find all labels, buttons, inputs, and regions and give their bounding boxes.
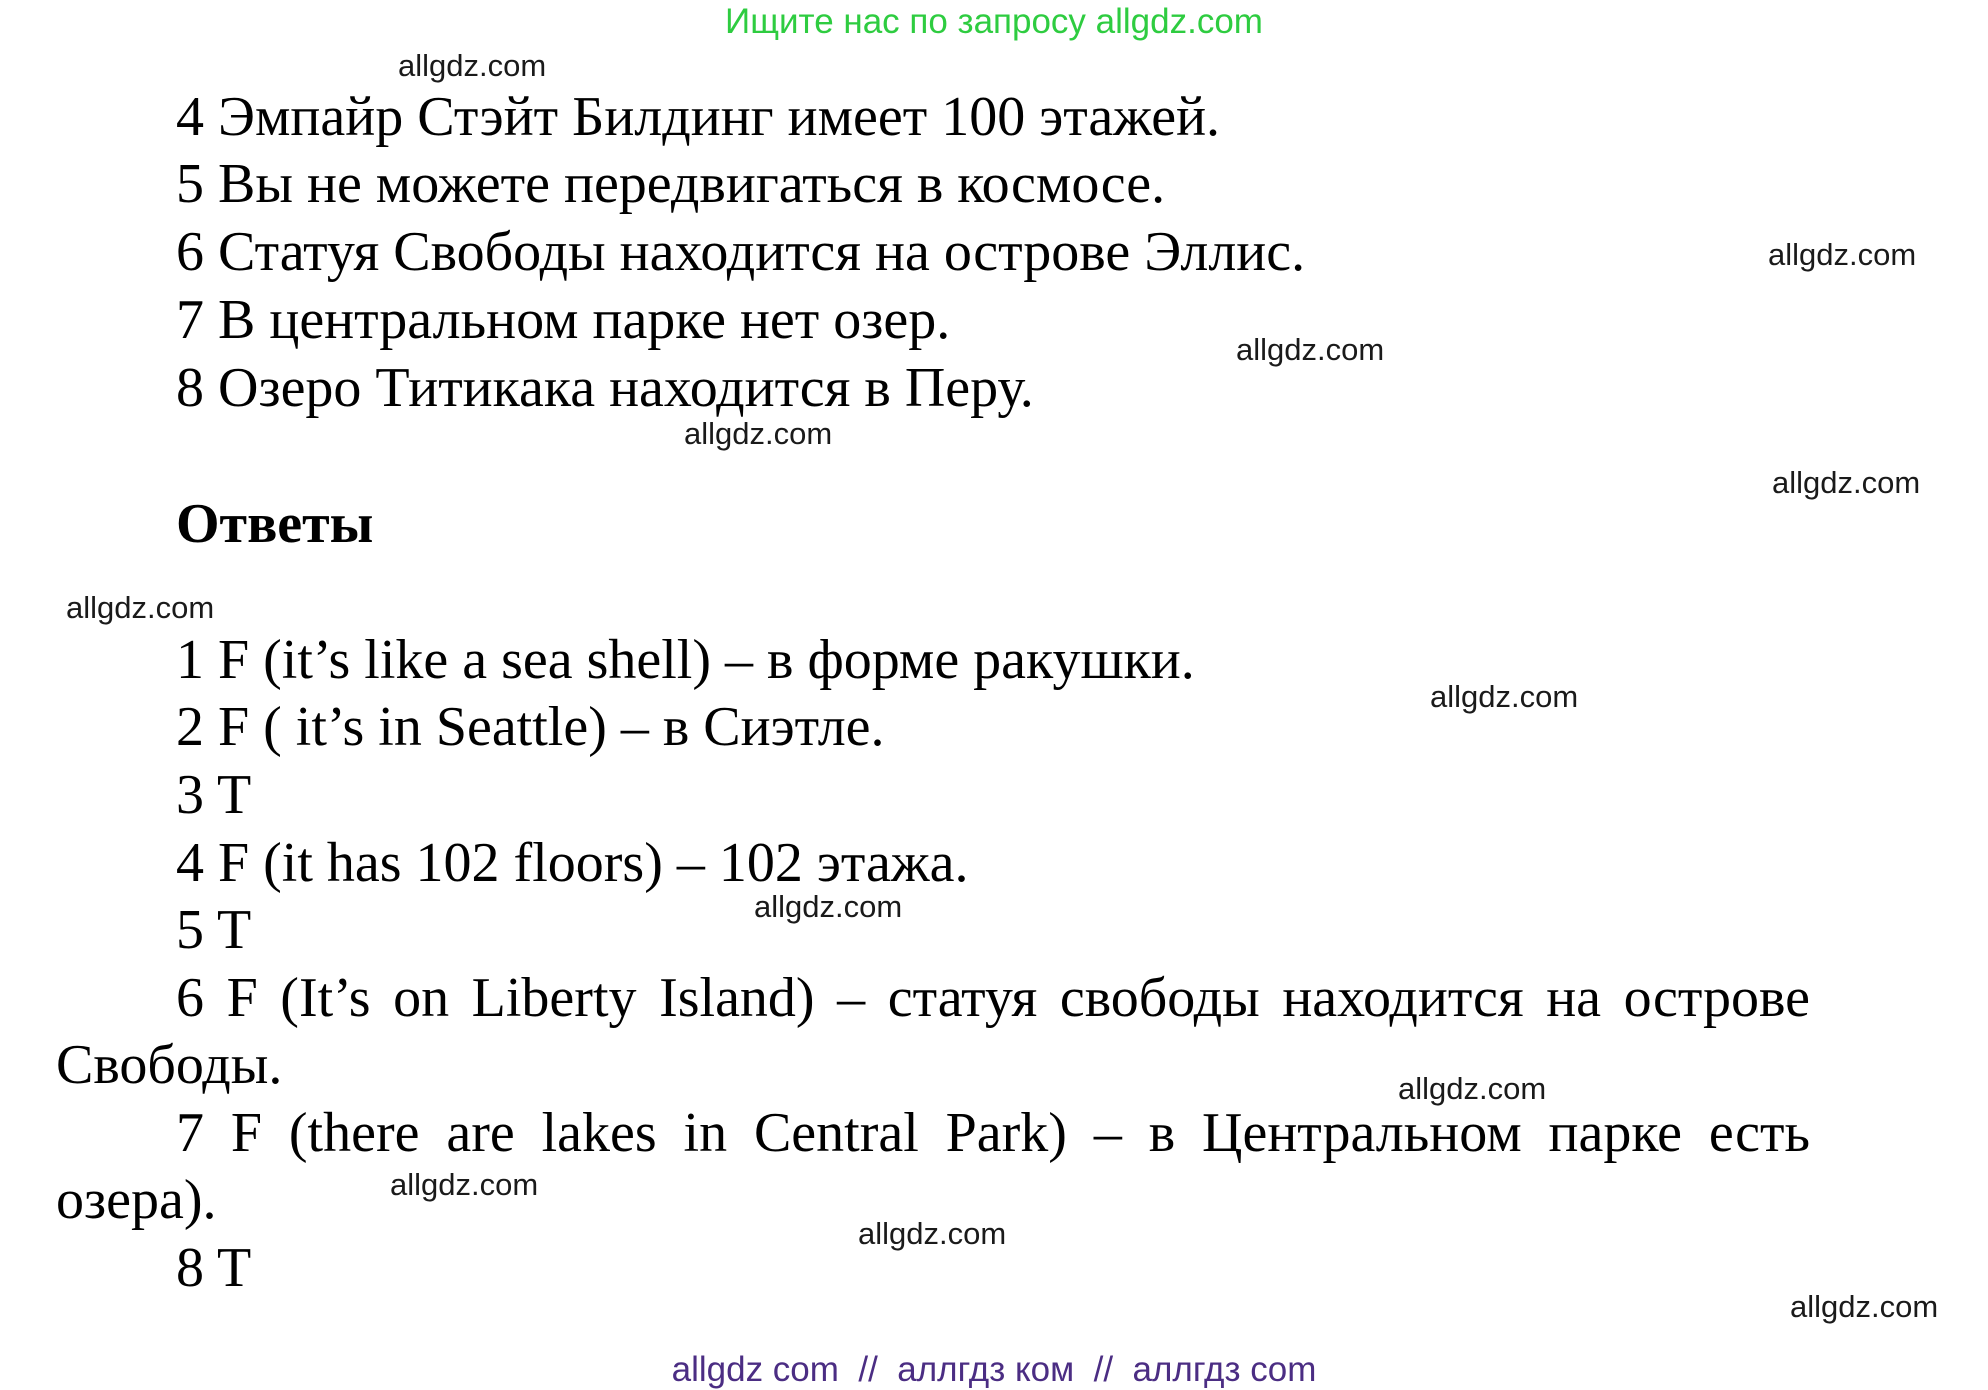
answer-line: 2 F ( it’s in Seattle) – в Сиэтле. [176,696,885,758]
watermark: allgdz.com [1398,1071,1547,1106]
answer-line: 3 T [176,764,252,826]
answer-line: 1 F (it’s like a sea shell) – в форме ракушки. [176,629,1195,691]
watermark: allgdz.com [858,1216,1007,1251]
watermark: allgdz.com [1772,465,1921,500]
answer-continuation: Свободы. [56,1034,283,1096]
answers-heading: Ответы [176,493,374,555]
watermark: allgdz.com [390,1167,539,1202]
statement-line: 5 Вы не можете передвигаться в космосе. [176,153,1166,215]
watermark: allgdz.com [1790,1289,1939,1324]
watermark: allgdz.com [1768,237,1917,272]
statement-line: 4 Эмпайр Стэйт Билдинг имеет 100 этажей. [176,86,1221,148]
answer-line: 8 T [176,1237,252,1299]
watermark: allgdz.com [1236,332,1385,367]
footer-links: allgdz com // аллгдз ком // аллгдз com [671,1350,1317,1389]
statement-line: 7 В центральном парке нет озер. [176,289,951,351]
answer-line: 7 F (there are lakes in Central Park) – в Центральном парке есть [176,1102,1810,1164]
watermark: allgdz.com [1430,679,1579,714]
statement-line: 8 Озеро Титикака находится в Перу. [176,357,1034,419]
statement-line: 6 Статуя Свободы находится на острове Эллис. [176,221,1306,283]
answer-line: 5 T [176,899,252,961]
watermark: allgdz.com [66,590,215,625]
watermark: allgdz.com [754,889,903,924]
answer-continuation: озера). [56,1169,217,1231]
answer-line: 4 F (it has 102 floors) – 102 этажа. [176,832,969,894]
search-banner: Ищите нас по запросу allgdz.com [725,2,1263,41]
watermark: allgdz.com [684,416,833,451]
answer-line: 6 F (It’s on Liberty Island) – статуя свободы находится на острове [176,967,1810,1029]
watermark: allgdz.com [398,48,547,83]
